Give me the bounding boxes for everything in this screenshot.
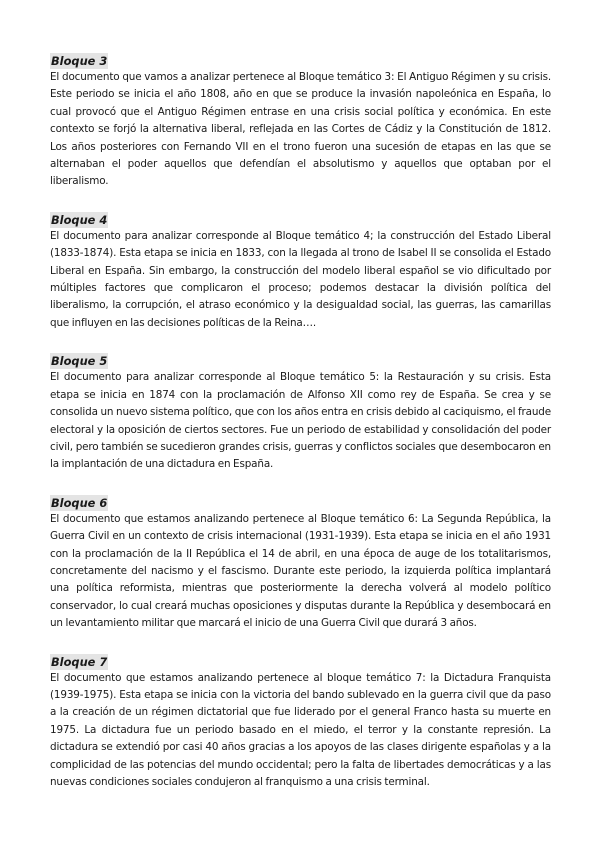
section-paragraph: El documento que estamos analizando pertenece al bloque temático 7: la Dictadura Franquista (1939-1975). Esta etapa se inicia con la victoria del bando sublevado en la guerra civil que da paso a la creación de un régimen dictatorial que fue liderado por el general Franco hasta su muerte en 1975. La dictadura fue un periodo basado en el miedo, el terror y la constante represión. La dictadura se extendió por casi 40 años gracias a los apoyos de las clases dirigente españolas y a la complicidad de las potencias del mundo occidental; pero la falta de libertades democráticas y a las nuevas condiciones sociales condujeron al franquismo a una crisis terminal. [50, 671, 551, 788]
section-heading: Bloque 4 [51, 212, 108, 227]
section-paragraph: El documento para analizar corresponde al Bloque temático 4; la construcción del Estado Liberal (1833-1874). Esta etapa se inicia en 1833, con la llegada al trono de Isabel II se consolida el Estado Liberal en España. Sin embargo, la construcción del modelo liberal español se vio dificultado por múltiples factores que complicaron el proceso; podemos destacar la división política del liberalismo, la corrupción, el atraso económico y la desigualdad social, las guerras, las camarillas que influyen en las decisiones políticas de la Reina…. [50, 229, 551, 329]
document-page [50, 50, 551, 809]
section-bloque-4 [50, 209, 551, 332]
section-paragraph: El documento que vamos a analizar pertenece al Bloque temático 3: El Antiguo Régimen y su crisis. Este periodo se inicia el año 1808, año en que se produce la invasión napoleónica en España, lo cual provocó que el Antiguo Régimen entrase en una crisis social política y económica. En este contexto se forjó la alternativa liberal, reflejada en las Cortes de Cádiz y la Constitución de 1812. Los años posteriores con Fernando VII en el trono fueron una sucesión de etapas en las que se alternaban el poder aquellos que defendían el absolutismo y aquellos que optaban por el liberalismo. [50, 71, 551, 188]
section-paragraph: El documento que estamos analizando pertenece al Bloque temático 6: La Segunda República, la Guerra Civil en un contexto de crisis internacional (1931-1939). Esta etapa se inicia en el año 1931 con la proclamación de la II República el 14 de abril, en una época de auge de los totalitarismos, concretamente del nacismo y el fascismo. Durante este periodo, la izquierda política implantará una política reformista, mientras que posteriormente la derecha volverá al modelo político conservador, lo cual creará muchas oposiciones y disputas durante la República y desembocará en un levantamiento militar que marcará el inicio de una Guerra Civil que durará 3 años. [50, 512, 551, 630]
section-bloque-3 [50, 50, 551, 191]
section-bloque-7 [50, 651, 551, 792]
section-heading: Bloque 7 [51, 654, 108, 669]
section-heading: Bloque 5 [51, 354, 108, 369]
section-bloque-5 [50, 350, 551, 473]
section-bloque-6 [50, 492, 551, 633]
section-paragraph: El documento para analizar corresponde al Bloque temático 5: la Restauración y su crisis. Esta etapa se inicia en 1874 con la proclamación de Alfonso XII como rey de España. Se crea y se consolida un nuevo sistema político, que con los años entra en crisis debido al caciquismo, el fraude electoral y la oposición de ciertos sectores. Fue un periodo de estabilidad y consolidación del poder civil, pero también se sucedieron grandes crisis, guerras y conflictos sociales que desembocaron en la implantación de una dictadura en España. [50, 371, 551, 471]
section-heading: Bloque 3 [51, 54, 108, 68]
section-heading: Bloque 6 [51, 495, 108, 510]
